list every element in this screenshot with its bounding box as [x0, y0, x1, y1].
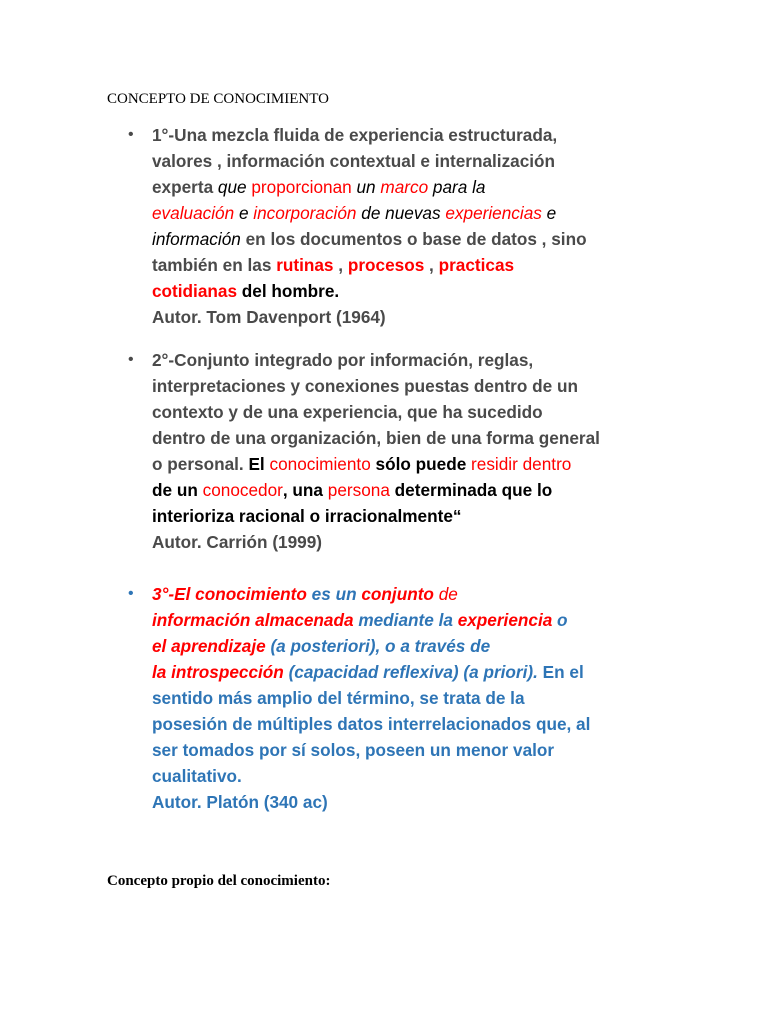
item3-line2: información almacenada mediante la experiencia o	[152, 610, 568, 630]
item3-line5: sentido más amplio del término, se trata de la	[152, 688, 525, 708]
item2-line5: o personal. El conocimiento sólo puede residir dentro	[152, 454, 572, 474]
bullet-marker: •	[128, 351, 134, 368]
item3-line3: el aprendizaje (a posteriori), o a través de	[152, 636, 491, 656]
item3-line1: 3°-El conocimiento es un conjunto de	[152, 584, 458, 604]
item2-line2: interpretaciones y conexiones puestas dentro de un	[152, 376, 578, 396]
list-item-3	[152, 581, 712, 815]
item2-line7: interioriza racional o irracionalmente“	[152, 506, 462, 526]
item1-line5: información en los documentos o base de datos , sino	[152, 229, 587, 249]
page-title: CONCEPTO DE CONOCIMIENTO	[107, 91, 329, 107]
item2-author: Autor. Carrión (1999)	[152, 532, 323, 552]
list-item-1	[152, 122, 712, 330]
section-heading: Concepto propio del conocimiento:	[107, 873, 331, 889]
item2-line1: 2°-Conjunto integrado por información, reglas,	[152, 350, 534, 370]
item3-line4: la introspección (capacidad reflexiva) (a priori). En el	[152, 662, 584, 682]
list-item-2	[152, 347, 712, 555]
item1-line4: evaluación e incorporación de nuevas experiencias e	[152, 203, 557, 223]
item1-line3: experta que proporcionan un marco para la	[152, 177, 486, 197]
item3-line8: cualitativo.	[152, 766, 242, 786]
item3-line6: posesión de múltiples datos interrelacionados que, al	[152, 714, 591, 734]
item1-line7: cotidianas del hombre.	[152, 281, 340, 301]
item1-line1: 1°-Una mezcla fluida de experiencia estructurada,	[152, 125, 558, 145]
item1-line6: también en las rutinas , procesos , practicas	[152, 255, 515, 275]
bullet-marker: •	[128, 126, 134, 143]
item3-author: Autor. Platón (340 ac)	[152, 792, 328, 812]
item2-line4: dentro de una organización, bien de una forma general	[152, 428, 600, 448]
bullet-marker: •	[128, 585, 134, 602]
item2-line3: contexto y de una experiencia, que ha sucedido	[152, 402, 543, 422]
item3-line7: ser tomados por sí solos, poseen un menor valor	[152, 740, 555, 760]
item2-line6: de un conocedor, una persona determinada que lo	[152, 480, 553, 500]
item1-author: Autor. Tom Davenport (1964)	[152, 307, 386, 327]
item1-line2: valores , información contextual e internalización	[152, 151, 556, 171]
